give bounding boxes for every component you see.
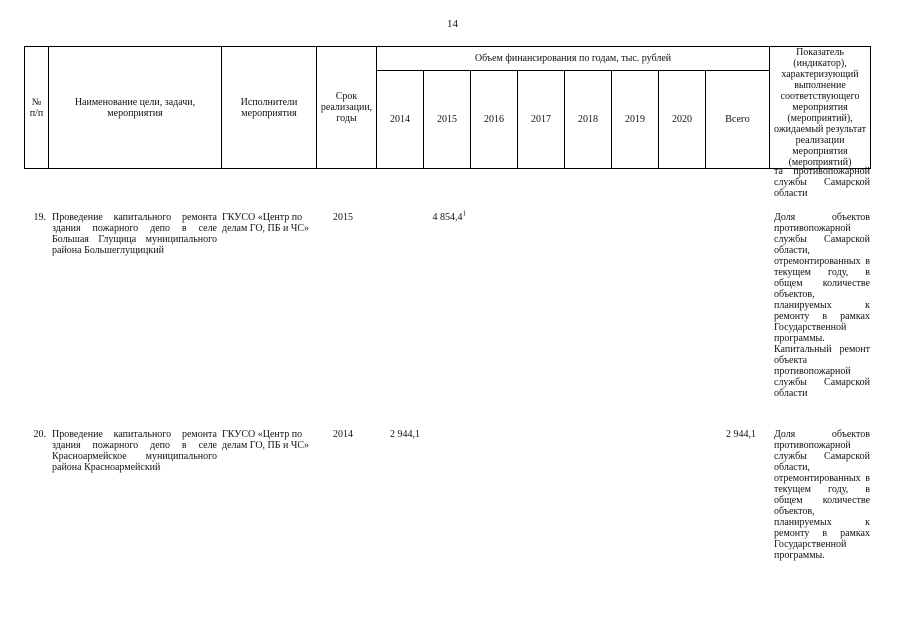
header-name: Наименование цели, задачи, мероприятия [49,47,222,169]
header-year: 2016 [471,71,518,169]
row-number: 20. [33,429,46,440]
header-executors: Исполнители мероприятия [222,47,317,169]
indicator-continuation: та противопожарной службы Самарской области [774,166,870,199]
row-name: Проведение капитального ремонта здания пожарного депо в селе Красноармейское муниципального района Красноармейский [52,429,217,473]
row-indicator: Доля объектов противопожарной службы Самарской области, отремонтированных в текущем году, в общем количестве объектов, планируемых к ремонту в рамках Государственной программы. [774,429,870,561]
row-indicator: Доля объектов противопожарной службы Самарской области, отремонтированных в текущем году, в общем количестве объектов, планируемых к ремонту в рамках Государственной программы. Капитальный ремонт объекта противопожарной службы Самарской области [774,212,870,399]
header-year: 2019 [612,71,659,169]
header-num: № п/п [25,47,49,169]
header-year: 2020 [659,71,706,169]
page-number: 14 [447,18,458,30]
row-name: Проведение капитального ремонта здания пожарного депо в селе Большая Глущица муниципального района Большеглущицкий [52,212,217,256]
header-indicator: Показатель (индикатор), характеризующий выполнение соответствующего мероприятия (мероприятий), ожидаемый результат реализации мероприятия (мероприятий) [770,47,871,169]
header-term: Срок реализации, годы [317,47,377,169]
footnote-mark: 1 [462,209,466,218]
row-executor: ГКУСО «Центр по делам ГО, ПБ и ЧС» [222,212,310,234]
header-year: 2015 [424,71,471,169]
row-value-2014: 2 944,1 [390,429,420,440]
row-total: 2 944,1 [726,429,756,440]
header-total: Всего [706,71,770,169]
header-year: 2018 [565,71,612,169]
header-year: 2014 [377,71,424,169]
row-number: 19. [33,212,46,223]
row-executor: ГКУСО «Центр по делам ГО, ПБ и ЧС» [222,429,310,451]
row-term: 2014 [333,429,353,440]
row-value-2015: 4 854,4$^1$ [432,209,466,223]
header-year: 2017 [518,71,565,169]
table-header [24,46,871,169]
row-term: 2015 [333,212,353,223]
header-funding: Объем финансирования по годам, тыс. рублей [377,47,770,71]
